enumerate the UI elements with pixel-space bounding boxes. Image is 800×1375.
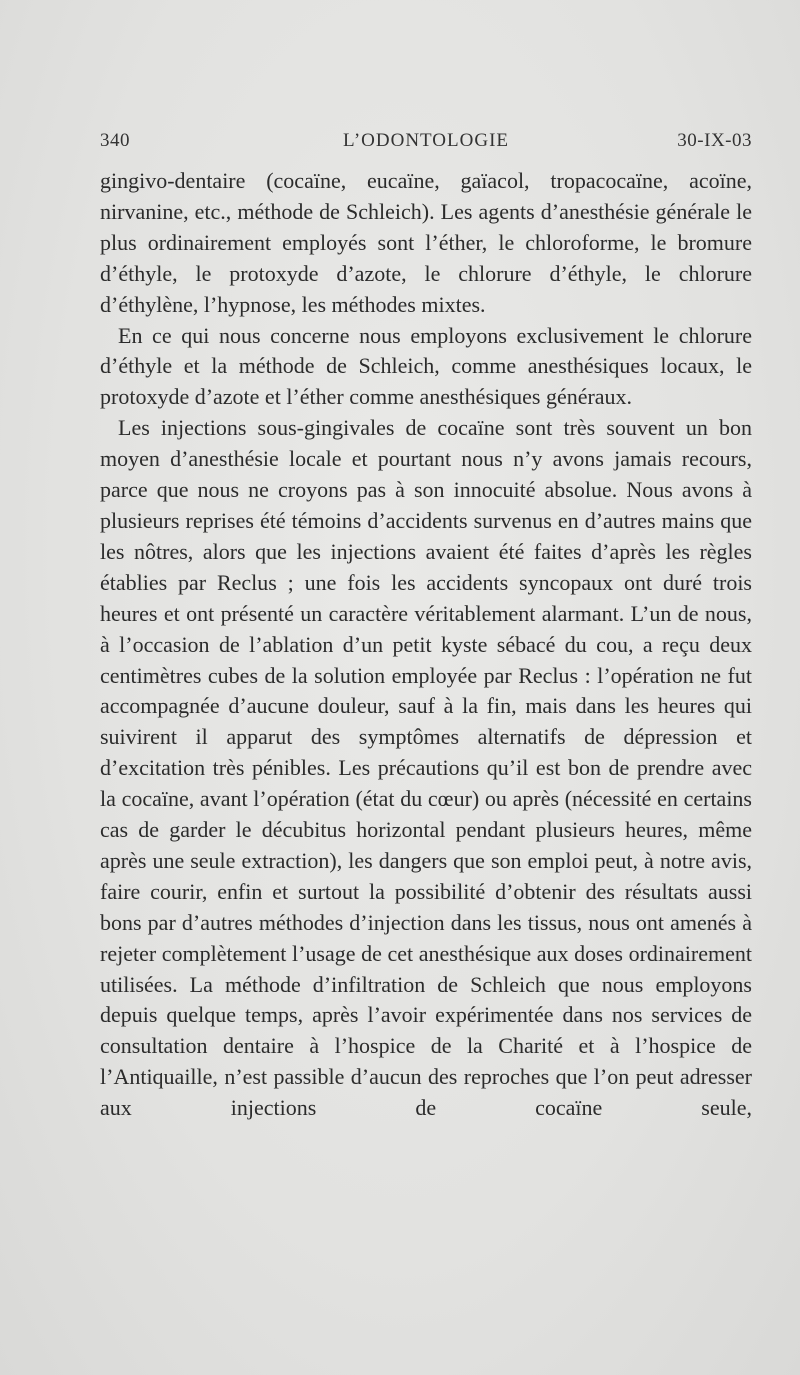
paragraph-continuation: gingivo-dentaire (cocaïne, eucaïne, gaïacol, tropacocaïne, acoïne, nirvanine, etc., méthode de Schleich). Les agents d’anesthésie générale le plus ordinairement employés sont l’éther, le chloroforme, le bromure d’éthyle, le protoxyde d’azote, le chlorure d’éthyle, le chlorure d’éthylène, l’hypnose, les méthodes mixtes. bbox=[100, 168, 752, 317]
running-title: L’ODONTOLOGIE bbox=[342, 130, 510, 151]
paragraph-cocaine-injections: Les injections sous-gingivales de cocaïne sont très souvent un bon moyen d’anesthésie locale et pourtant nous n’y avons jamais recours, parce que nous ne croyons pas à son innocuité absolue. Nous avons à plusieurs reprises été témoins d’accidents survenus en d’autres mains que les nôtres, alors que les injections avaient été faites d’après les règles établies par Reclus ; une fois les accidents syncopaux ont duré trois heures et ont présenté un caractère véritablement alarmant. L’un de nous, à l’occasion de l’ablation d’un petit kyste sébacé du cou, a reçu deux centimètres cubes de la solution employée par Reclus : l’opération ne fut accompagnée d’aucune douleur, sauf à la fin, mais dans les heures qui suivirent il apparut des symptômes alternatifs de dépression et d’excitation très pénibles. Les précautions qu’il est bon de prendre avec la cocaïne, avant l’opération (état du cœur) ou après (nécessité en certains cas de garder le décubitus horizontal pendant plusieurs heures, même après une seule extraction), les dangers que son emploi peut, à notre avis, faire courir, enfin et surtout la possibilité d’obtenir des résultats aussi bons par d’autres méthodes d’injection dans les tissus, nous ont amenés à rejeter complètement l’usage de cet anesthésique aux doses ordinairement utilisées. La méthode d’infiltration de Schleich que nous employons depuis quelque temps, après l’avoir expérimentée dans nos services de consultation dentaire à l’hospice de la Charité et à l’hospice de l’Antiquaille, n’est passible d’aucun des reproches que l’on peut adresser aux injections de cocaïne seule, bbox=[100, 415, 752, 1121]
paragraph-anesthetics-used: En ce qui nous concerne nous employons exclusivement le chlorure d’éthyle et la méthode de Schleich, comme anesthésiques locaux, le protoxyde d’azote et l’éther comme anesthésiques généraux. bbox=[100, 322, 752, 410]
issue-date: 30-IX-03 bbox=[677, 130, 752, 151]
page-header bbox=[100, 130, 752, 160]
body-text bbox=[100, 166, 752, 1124]
page-number: 340 bbox=[100, 130, 130, 151]
